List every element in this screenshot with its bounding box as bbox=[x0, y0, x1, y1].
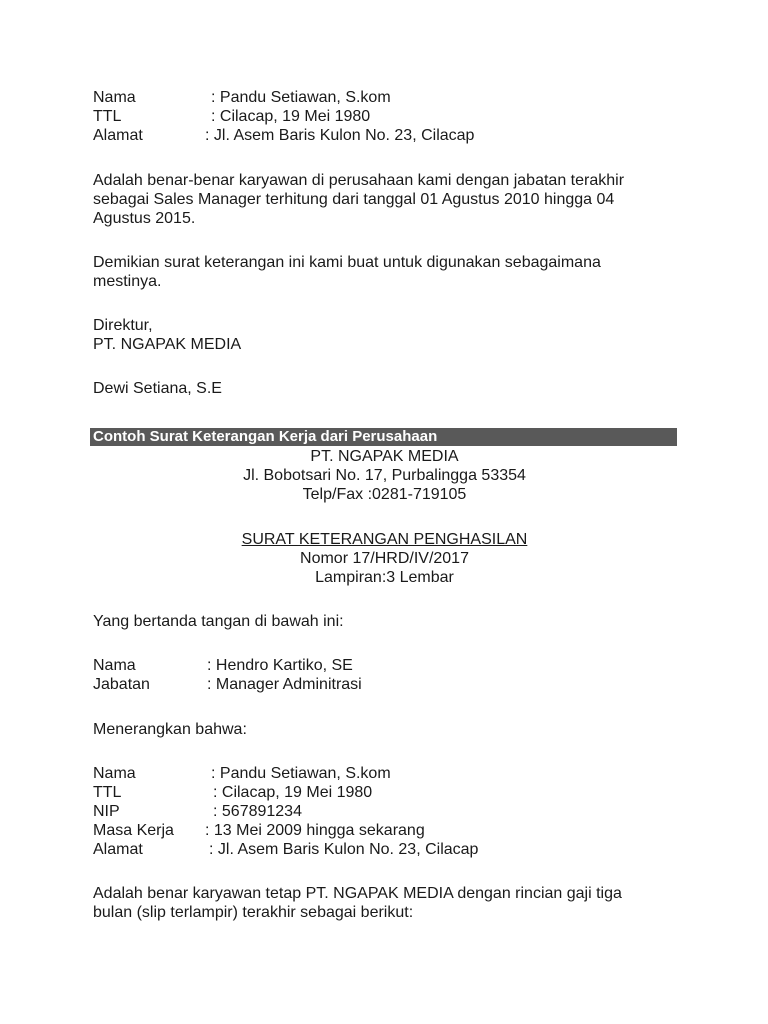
employee2-ttl-value: : Cilacap, 19 Mei 1980 bbox=[213, 784, 373, 801]
employee2-nip-label: NIP bbox=[93, 803, 120, 820]
employee2-masa-label: Masa Kerja bbox=[93, 822, 174, 839]
letterhead-phone: Telp/Fax :0281-719105 bbox=[302, 486, 467, 503]
section-banner bbox=[90, 428, 677, 446]
paragraph1-line: Agustus 2015. bbox=[93, 210, 196, 227]
employee1-nama-value: : Pandu Setiawan, S.kom bbox=[211, 89, 391, 106]
employee1-alamat-value: : Jl. Asem Baris Kulon No. 23, Cilacap bbox=[205, 127, 475, 144]
letterhead-address: Jl. Bobotsari No. 17, Purbalingga 53354 bbox=[243, 467, 526, 484]
employee2-nip-value: : 567891234 bbox=[213, 803, 302, 820]
intro-text: Yang bertanda tangan di bawah ini: bbox=[93, 613, 344, 630]
signer-nama-label: Nama bbox=[93, 657, 136, 674]
signature1-name: Dewi Setiana, S.E bbox=[93, 380, 222, 397]
letter-attachment: Lampiran:3 Lembar bbox=[315, 569, 454, 586]
employee2-alamat-value: : Jl. Asem Baris Kulon No. 23, Cilacap bbox=[209, 841, 479, 858]
letterhead-company: PT. NGAPAK MEDIA bbox=[310, 448, 459, 465]
paragraph3-line: Adalah benar karyawan tetap PT. NGAPAK MEDIA dengan rincian gaji tiga bbox=[93, 885, 622, 902]
paragraph3-line: bulan (slip terlampir) terakhir sebagai berikut: bbox=[93, 904, 414, 921]
signature1-role: Direktur, bbox=[93, 317, 153, 334]
paragraph1-line: Adalah benar-benar karyawan di perusahaan kami dengan jabatan terakhir bbox=[93, 172, 625, 189]
employee1-ttl-label: TTL bbox=[93, 108, 122, 125]
employee1-nama-label: Nama bbox=[93, 89, 136, 106]
employee2-ttl-label: TTL bbox=[93, 784, 122, 801]
signer-jabatan-value: : Manager Adminitrasi bbox=[207, 676, 362, 693]
letter-number: Nomor 17/HRD/IV/2017 bbox=[300, 550, 469, 567]
signature1-company: PT. NGAPAK MEDIA bbox=[93, 336, 242, 353]
paragraph1-line: sebagai Sales Manager terhitung dari tanggal 01 Agustus 2010 hingga 04 bbox=[93, 191, 615, 208]
employee2-nama-label: Nama bbox=[93, 765, 136, 782]
signer-nama-value: : Hendro Kartiko, SE bbox=[207, 657, 353, 674]
employee1-ttl-value: : Cilacap, 19 Mei 1980 bbox=[211, 108, 371, 125]
employee2-nama-value: : Pandu Setiawan, S.kom bbox=[211, 765, 391, 782]
declares-text: Menerangkan bahwa: bbox=[93, 721, 247, 738]
employee2-alamat-label: Alamat bbox=[93, 841, 143, 858]
paragraph2-line: Demikian surat keterangan ini kami buat untuk digunakan sebagaimana bbox=[93, 254, 601, 271]
letter-title: SURAT KETERANGAN PENGHASILAN bbox=[241, 531, 528, 548]
section-banner-title: Contoh Surat Keterangan Kerja dari Perusahaan bbox=[93, 428, 438, 445]
signer-jabatan-label: Jabatan bbox=[93, 676, 150, 693]
employee2-masa-value: : 13 Mei 2009 hingga sekarang bbox=[205, 822, 425, 839]
employee1-alamat-label: Alamat bbox=[93, 127, 143, 144]
letter-title-wrap bbox=[93, 530, 676, 549]
paragraph2-line: mestinya. bbox=[93, 273, 162, 290]
